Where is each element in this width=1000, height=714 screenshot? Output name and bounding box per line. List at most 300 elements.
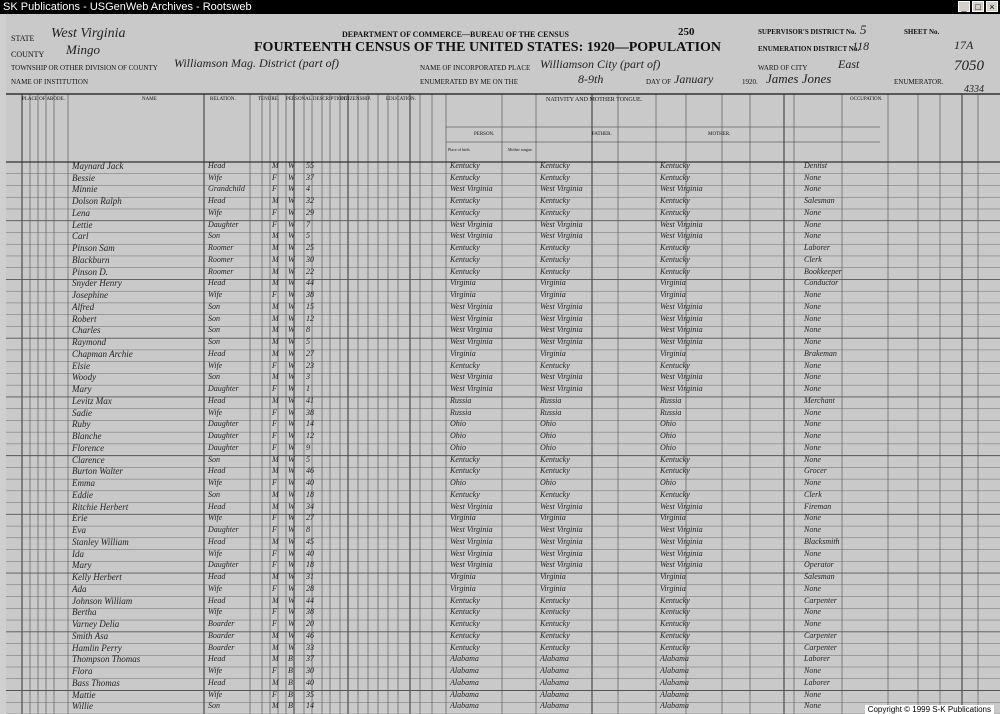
row-birthplace: Alabama [450, 677, 479, 687]
row-race: W [288, 478, 295, 488]
row-race: W [288, 278, 295, 288]
row-sex: M [272, 466, 279, 476]
row-birthplace: Kentucky [540, 266, 570, 276]
row-birthplace: Alabama [660, 666, 689, 676]
row-name: Stanley William [72, 536, 129, 547]
row-occupation: None [804, 207, 821, 217]
county-label: COUNTY [11, 50, 45, 59]
row-birthplace: Kentucky [450, 172, 480, 182]
row-name: Alfred [72, 301, 95, 312]
row-occupation: Laborer [804, 654, 830, 664]
row-name: Erie [72, 513, 88, 524]
row-birthplace: Alabama [540, 677, 569, 687]
row-sex: F [272, 548, 277, 558]
row-name: Smith Asa [72, 630, 109, 641]
row-sex: F [272, 583, 277, 593]
row-birthplace: Alabama [540, 654, 569, 664]
row-occupation: None [804, 360, 821, 370]
row-sex: M [272, 325, 279, 335]
day-of-label: DAY OF [646, 78, 671, 86]
row-birthplace: Kentucky [540, 489, 570, 499]
row-name: Josephine [72, 290, 108, 301]
row-relation: Wife [208, 360, 223, 370]
row-occupation: None [804, 301, 821, 311]
row-sex: M [272, 701, 279, 711]
row-birthplace: Kentucky [660, 489, 690, 499]
row-relation: Son [208, 454, 220, 464]
row-birthplace: Kentucky [450, 489, 480, 499]
row-relation: Daughter [208, 431, 239, 441]
row-name: Ida [72, 548, 84, 559]
row-sex: M [272, 572, 279, 582]
row-sex: M [272, 266, 279, 276]
row-relation: Head [208, 595, 226, 605]
row-relation: Head [208, 466, 226, 476]
col-tenure: TENURE. [258, 97, 279, 102]
row-age: 40 [306, 478, 314, 488]
row-birthplace: Kentucky [660, 630, 690, 640]
row-birthplace: West Virginia [450, 184, 493, 194]
row-birthplace: West Virginia [540, 313, 583, 323]
row-sex: M [272, 372, 279, 382]
row-race: W [288, 348, 295, 358]
row-birthplace: Kentucky [450, 454, 480, 464]
row-name: Emma [72, 478, 95, 489]
row-race: W [288, 419, 295, 429]
row-birthplace: Virginia [540, 583, 566, 593]
row-occupation: None [804, 384, 821, 394]
row-race: W [288, 619, 295, 629]
row-name: Varney Delia [72, 619, 120, 630]
row-age: 31 [306, 572, 314, 582]
row-age: 18 [306, 489, 314, 499]
row-name: Bertha [72, 607, 97, 618]
row-birthplace: Kentucky [660, 642, 690, 652]
row-race: W [288, 161, 295, 170]
row-occupation: None [804, 372, 821, 382]
row-sex: F [272, 431, 277, 441]
row-sex: F [272, 619, 277, 629]
row-race: W [288, 372, 295, 382]
row-relation: Boarder [208, 630, 235, 640]
row-age: 5 [306, 231, 310, 241]
row-sex: F [272, 478, 277, 488]
row-birthplace: Kentucky [660, 595, 690, 605]
row-race: W [288, 572, 295, 582]
row-occupation: None [804, 607, 821, 617]
row-sex: F [272, 290, 277, 300]
row-age: 41 [306, 395, 314, 405]
row-occupation: Conductor [804, 278, 839, 288]
col-nativity: NATIVITY AND MOTHER TONGUE. [546, 97, 643, 103]
row-birthplace: Ohio [660, 478, 676, 488]
row-birthplace: Alabama [660, 701, 689, 711]
row-birthplace: West Virginia [540, 372, 583, 382]
col-citizenship: CITIZENSHIP. [340, 97, 371, 102]
row-birthplace: Virginia [540, 572, 566, 582]
incorporated-label: NAME OF INCORPORATED PLACE [420, 64, 531, 72]
row-age: 55 [306, 161, 314, 170]
row-birthplace: West Virginia [660, 501, 703, 511]
row-name: Pinson D. [72, 266, 108, 277]
row-occupation: Clerk [804, 254, 822, 264]
row-birthplace: Kentucky [660, 243, 690, 253]
row-name: Charles [72, 325, 101, 336]
row-sex: M [272, 161, 279, 170]
row-sex: M [272, 278, 279, 288]
row-sex: M [272, 231, 279, 241]
col-mother: MOTHER. [708, 132, 731, 137]
row-birthplace: Ohio [660, 431, 676, 441]
row-sex: M [272, 348, 279, 358]
row-sex: M [272, 395, 279, 405]
enumerator-label: ENUMERATOR. [894, 78, 944, 86]
row-age: 30 [306, 254, 314, 264]
row-name: Ruby [72, 419, 91, 430]
row-birthplace: Kentucky [450, 466, 480, 476]
row-relation: Daughter [208, 525, 239, 535]
row-age: 4 [306, 184, 310, 194]
row-race: W [288, 525, 295, 535]
row-age: 28 [306, 583, 314, 593]
enum-district-label: ENUMERATION DISTRICT No. [758, 45, 860, 53]
row-sex: F [272, 360, 277, 370]
row-birthplace: Kentucky [660, 196, 690, 206]
row-age: 3 [306, 372, 310, 382]
row-occupation: None [804, 513, 821, 523]
row-birthplace: Alabama [540, 689, 569, 699]
row-occupation: None [804, 184, 821, 194]
row-sex: M [272, 501, 279, 511]
row-race: W [288, 642, 295, 652]
row-birthplace: West Virginia [660, 337, 703, 347]
row-birthplace: West Virginia [660, 231, 703, 241]
row-birthplace: Kentucky [450, 243, 480, 253]
row-birthplace: Russia [540, 395, 562, 405]
row-relation: Roomer [208, 266, 234, 276]
row-race: W [288, 384, 295, 394]
row-birthplace: West Virginia [660, 184, 703, 194]
row-occupation: Carpenter [804, 642, 837, 652]
row-name: Ada [72, 583, 87, 594]
row-occupation: None [804, 454, 821, 464]
row-name: Florence [72, 442, 105, 453]
row-birthplace: Alabama [450, 666, 479, 676]
row-birthplace: Russia [660, 407, 682, 417]
row-name: Bessie [72, 172, 95, 183]
row-birthplace: Ohio [660, 419, 676, 429]
row-age: 38 [306, 607, 314, 617]
row-birthplace: Alabama [540, 666, 569, 676]
row-birthplace: Virginia [450, 290, 476, 300]
row-sex: F [272, 689, 277, 699]
row-occupation: Merchant [804, 395, 835, 405]
row-race: W [288, 325, 295, 335]
minimize-button[interactable]: _ [958, 1, 970, 12]
row-birthplace: Virginia [660, 348, 686, 358]
row-occupation: None [804, 219, 821, 229]
row-name: Mary [72, 384, 92, 395]
row-race: W [288, 184, 295, 194]
stamp-number: 7050 [954, 58, 984, 74]
row-name: Lettie [72, 219, 93, 230]
row-birthplace: Alabama [450, 701, 479, 711]
row-race: W [288, 290, 295, 300]
row-occupation: None [804, 583, 821, 593]
col-name: NAME [142, 97, 157, 102]
row-birthplace: Kentucky [450, 196, 480, 206]
row-relation: Wife [208, 548, 223, 558]
row-age: 40 [306, 548, 314, 558]
row-race: W [288, 395, 295, 405]
row-race: W [288, 231, 295, 241]
incorporated-value: Williamson City (part of) [540, 57, 661, 71]
county-value: Mingo [66, 42, 100, 57]
row-occupation: None [804, 478, 821, 488]
row-occupation: Blacksmith [804, 536, 840, 546]
form-number: 250 [678, 26, 695, 38]
row-race: W [288, 466, 295, 476]
row-relation: Wife [208, 407, 223, 417]
row-race: W [288, 219, 295, 229]
row-age: 40 [306, 677, 314, 687]
row-birthplace: Kentucky [660, 454, 690, 464]
row-birthplace: West Virginia [540, 219, 583, 229]
row-birthplace: Russia [660, 395, 682, 405]
row-race: W [288, 196, 295, 206]
row-age: 12 [306, 431, 314, 441]
row-birthplace: West Virginia [540, 560, 583, 570]
row-birthplace: Alabama [660, 689, 689, 699]
state-value: West Virginia [51, 26, 126, 41]
row-birthplace: Kentucky [540, 466, 570, 476]
row-race: W [288, 301, 295, 311]
row-birthplace: West Virginia [540, 548, 583, 558]
row-age: 15 [306, 301, 314, 311]
row-relation: Daughter [208, 384, 239, 394]
row-age: 27 [306, 513, 314, 523]
row-birthplace: West Virginia [540, 501, 583, 511]
row-age: 37 [306, 654, 314, 664]
row-birthplace: Kentucky [450, 642, 480, 652]
row-occupation: None [804, 431, 821, 441]
row-race: W [288, 536, 295, 546]
row-birthplace: West Virginia [450, 231, 493, 241]
row-birthplace: Ohio [540, 442, 556, 452]
col-relation: RELATION. [210, 97, 236, 102]
row-name: Chapman Archie [72, 348, 133, 359]
corner-number: 4334 [964, 84, 984, 95]
row-age: 46 [306, 630, 314, 640]
row-birthplace: Kentucky [540, 161, 570, 170]
row-name: Johnson William [72, 595, 133, 606]
row-occupation: None [804, 337, 821, 347]
row-race: W [288, 630, 295, 640]
row-race: B [288, 677, 293, 687]
row-birthplace: West Virginia [660, 219, 703, 229]
maximize-button[interactable]: □ [972, 1, 984, 12]
row-race: B [288, 666, 293, 676]
row-birthplace: Kentucky [450, 254, 480, 264]
row-age: 14 [306, 701, 314, 711]
ward-value: East [838, 57, 860, 71]
department-label: DEPARTMENT OF COMMERCE—BUREAU OF THE CENSUS [342, 30, 569, 39]
row-birthplace: Kentucky [540, 254, 570, 264]
row-birthplace: Ohio [540, 419, 556, 429]
row-age: 5 [306, 337, 310, 347]
row-relation: Daughter [208, 560, 239, 570]
row-birthplace: Kentucky [660, 254, 690, 264]
row-occupation: Bookkeeper [804, 266, 842, 276]
row-name: Flora [72, 666, 93, 677]
close-button[interactable]: × [986, 1, 998, 12]
row-birthplace: Kentucky [450, 161, 480, 170]
window-title: SK Publications - USGenWeb Archives - Rootsweb [3, 1, 252, 13]
row-race: B [288, 701, 293, 711]
row-name: Thompson Thomas [72, 654, 141, 665]
copyright-notice: Copyright © 1999 S-K Publications [865, 705, 994, 714]
row-occupation: None [804, 313, 821, 323]
supervisor-value: 5 [860, 22, 867, 37]
row-occupation: Grocer [804, 466, 827, 476]
row-name: Robert [72, 313, 97, 324]
row-age: 20 [306, 619, 314, 629]
row-birthplace: Kentucky [450, 619, 480, 629]
row-age: 38 [306, 290, 314, 300]
row-birthplace: Virginia [660, 278, 686, 288]
col-person-birth: Place of birth. [448, 147, 471, 152]
enum-district-value: 118 [852, 39, 870, 53]
row-race: W [288, 266, 295, 276]
row-race: W [288, 431, 295, 441]
row-race: W [288, 254, 295, 264]
row-race: W [288, 243, 295, 253]
row-relation: Head [208, 161, 226, 170]
row-birthplace: West Virginia [660, 313, 703, 323]
sheet-label: SHEET No. [904, 28, 940, 36]
row-birthplace: Ohio [540, 478, 556, 488]
row-birthplace: Virginia [540, 290, 566, 300]
row-name: Hamlin Perry [72, 642, 122, 653]
row-occupation: Operator [804, 560, 834, 570]
row-age: 38 [306, 407, 314, 417]
row-relation: Head [208, 395, 226, 405]
row-occupation: None [804, 172, 821, 182]
row-race: W [288, 489, 295, 499]
row-name: Levitz Max [72, 395, 112, 406]
state-label: STATE [11, 34, 35, 43]
row-sex: M [272, 654, 279, 664]
row-birthplace: Alabama [660, 677, 689, 687]
census-sheet [6, 14, 1000, 714]
row-sex: M [272, 454, 279, 464]
row-birthplace: Kentucky [450, 360, 480, 370]
row-birthplace: West Virginia [450, 384, 493, 394]
row-birthplace: West Virginia [450, 548, 493, 558]
township-label: TOWNSHIP OR OTHER DIVISION OF COUNTY [11, 64, 158, 72]
row-occupation: Salesman [804, 572, 835, 582]
census-document-viewer [0, 14, 1000, 714]
row-race: W [288, 607, 295, 617]
row-name: Burton Walter [72, 466, 123, 477]
row-relation: Daughter [208, 219, 239, 229]
row-name: Snyder Henry [72, 278, 122, 289]
row-birthplace: West Virginia [660, 536, 703, 546]
row-sex: M [272, 254, 279, 264]
row-birthplace: West Virginia [660, 560, 703, 570]
row-age: 29 [306, 207, 314, 217]
row-birthplace: Virginia [450, 513, 476, 523]
row-birthplace: Kentucky [660, 172, 690, 182]
window-controls [958, 1, 998, 12]
row-birthplace: West Virginia [540, 536, 583, 546]
row-relation: Boarder [208, 619, 235, 629]
row-name: Willie [72, 701, 93, 712]
row-occupation: Dentist [804, 161, 828, 170]
row-occupation: None [804, 290, 821, 300]
row-birthplace: West Virginia [450, 313, 493, 323]
row-race: W [288, 501, 295, 511]
row-occupation: Laborer [804, 243, 830, 253]
row-relation: Son [208, 337, 220, 347]
sheet-value: 17A [954, 38, 974, 52]
row-relation: Wife [208, 513, 223, 523]
row-race: W [288, 548, 295, 558]
row-age: 1 [306, 384, 310, 394]
row-birthplace: Kentucky [540, 642, 570, 652]
row-age: 8 [306, 525, 310, 535]
row-occupation: Clerk [804, 489, 822, 499]
row-birthplace: Virginia [660, 583, 686, 593]
row-relation: Son [208, 231, 220, 241]
row-birthplace: Kentucky [660, 619, 690, 629]
row-birthplace: Kentucky [660, 207, 690, 217]
row-sex: F [272, 172, 277, 182]
row-occupation: None [804, 689, 821, 699]
row-sex: F [272, 442, 277, 452]
row-birthplace: West Virginia [450, 536, 493, 546]
row-birthplace: Virginia [660, 290, 686, 300]
row-birthplace: West Virginia [660, 384, 703, 394]
row-birthplace: Kentucky [540, 607, 570, 617]
enumerator-value: James Jones [766, 71, 832, 86]
row-age: 34 [306, 501, 314, 511]
row-birthplace: West Virginia [450, 325, 493, 335]
row-birthplace: Kentucky [450, 607, 480, 617]
row-relation: Grandchild [208, 184, 245, 194]
enumerated-label: ENUMERATED BY ME ON THE [420, 78, 518, 86]
row-sex: F [272, 384, 277, 394]
row-relation: Son [208, 701, 220, 711]
row-race: W [288, 595, 295, 605]
row-occupation: None [804, 548, 821, 558]
row-birthplace: West Virginia [450, 372, 493, 382]
supervisor-label: SUPERVISOR'S DISTRICT No. [758, 28, 857, 36]
row-age: 44 [306, 595, 314, 605]
row-sex: M [272, 337, 279, 347]
ward-label: WARD OF CITY [758, 64, 808, 72]
row-birthplace: Russia [540, 407, 562, 417]
row-relation: Head [208, 348, 226, 358]
row-occupation: None [804, 701, 821, 711]
row-occupation: None [804, 419, 821, 429]
row-birthplace: Kentucky [540, 207, 570, 217]
row-age: 35 [306, 689, 314, 699]
row-occupation: Fireman [804, 501, 832, 511]
col-person-tongue: Mother tongue. [508, 147, 533, 152]
row-occupation: None [804, 407, 821, 417]
row-birthplace: Ohio [540, 431, 556, 441]
